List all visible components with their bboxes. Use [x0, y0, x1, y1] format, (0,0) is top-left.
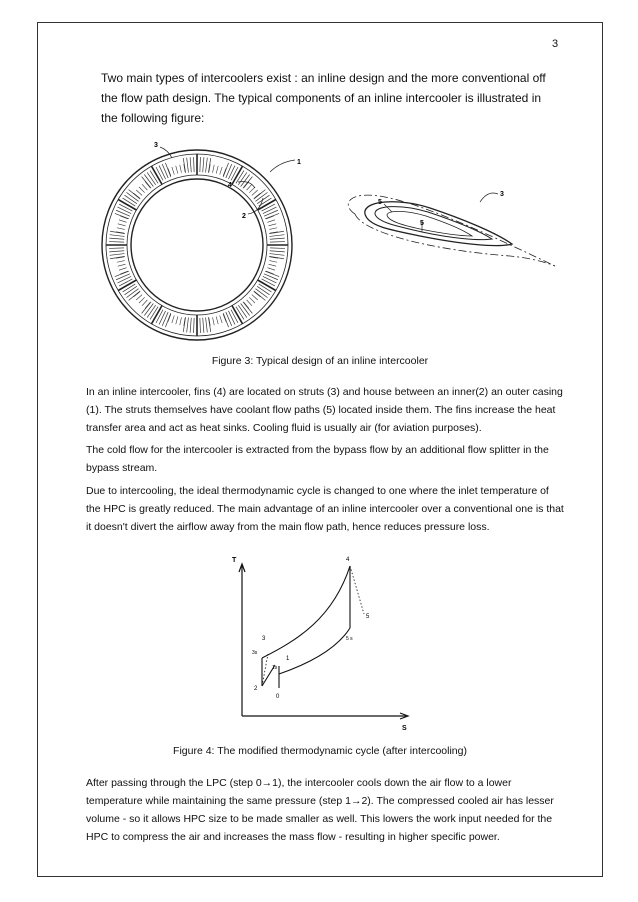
fin: [267, 268, 275, 270]
page-number: 3: [552, 38, 559, 50]
fin: [118, 207, 132, 213]
fin: [241, 304, 250, 316]
fin: [200, 318, 201, 333]
fin: [119, 204, 132, 211]
fin: [270, 238, 285, 239]
fin: [220, 315, 222, 323]
fin: [180, 317, 182, 325]
fin: [120, 216, 127, 219]
fin: [194, 157, 195, 172]
fin: [270, 251, 285, 252]
fin: [142, 177, 151, 189]
fin: [247, 300, 252, 306]
axis-s-label: S: [402, 725, 407, 732]
fin: [254, 291, 266, 300]
fin: [249, 187, 255, 193]
paragraph-cold-flow: The cold flow for the intercooler is extracted from the bypass flow by an additional flow splitter in the bypass stream.: [86, 444, 549, 474]
fin: [110, 254, 125, 256]
fin: [142, 300, 147, 306]
leader-1: [270, 160, 295, 172]
fin: [116, 210, 130, 216]
fin: [249, 297, 255, 303]
cycle-dotted-paths: [262, 566, 364, 686]
state-label-3: 3: [262, 636, 266, 642]
fin: [144, 174, 153, 186]
fin: [159, 166, 165, 180]
state-label-1: 1: [286, 656, 290, 662]
fin: [269, 235, 284, 237]
fin: [216, 166, 218, 174]
strut-leaders: [384, 193, 498, 232]
leader-strut-3: [480, 193, 498, 202]
inline-intercooler-figure: [100, 132, 570, 357]
fin: [110, 231, 125, 233]
fin: [156, 167, 163, 180]
fin: [116, 274, 130, 280]
state-label-2: 2: [254, 686, 258, 692]
strut-label-5a: 5: [378, 199, 382, 206]
fin: [144, 304, 153, 316]
fin: [241, 174, 250, 186]
fin: [264, 210, 278, 216]
fin: [115, 271, 129, 276]
fin: [216, 316, 218, 324]
fin: [165, 313, 170, 327]
fin: [265, 271, 279, 276]
fin: [109, 248, 124, 249]
fin: [118, 264, 126, 266]
fin: [172, 167, 174, 175]
paragraph-inline-intercooler: In an inline intercooler, fins (4) are located on struts (3) and house between an inner(2) an outer casing (1). The struts themselves have coolant flow paths (5) located inside them. The fins increase the heat transfer area and act as heat sinks. Cooling fluid is usually air (for aviation purposes).: [86, 386, 563, 434]
fin: [200, 157, 201, 172]
ring-label-2: 2: [242, 213, 246, 220]
fin: [223, 313, 228, 327]
state-label-5: 5: [366, 614, 370, 620]
fin: [268, 224, 276, 226]
fin: [190, 318, 191, 333]
fin: [247, 184, 252, 190]
fin: [124, 195, 136, 203]
fin: [244, 302, 249, 308]
struts-group: [106, 154, 288, 336]
fin: [165, 163, 170, 177]
fin: [172, 315, 174, 323]
fin: [257, 286, 269, 294]
fin: [206, 158, 208, 173]
figure-3-caption: Figure 3: Typical design of an inline intercooler: [211, 355, 429, 367]
fin: [263, 276, 277, 282]
fin: [183, 317, 185, 332]
fin: [262, 279, 275, 286]
fin: [109, 251, 124, 252]
fin: [203, 318, 204, 333]
fin: [119, 220, 127, 222]
fin: [266, 271, 273, 274]
ring-label-4: 4: [228, 182, 232, 189]
state-label-5s: 5 s: [346, 636, 353, 642]
intro-paragraph: Two main types of intercoolers exist : an inline design and the more conventional off the flow path design. The typical components of an inline intercooler is illustrated in the following figure:: [101, 71, 546, 125]
fin: [129, 291, 141, 300]
fin: [243, 302, 252, 314]
fin: [124, 286, 136, 294]
inner-casing-outer-edge: [127, 175, 267, 315]
fin: [254, 193, 260, 198]
fin: [269, 261, 277, 263]
fin: [168, 168, 171, 175]
fin: [206, 317, 208, 332]
state-label-0: 0: [276, 694, 280, 700]
fin: [226, 164, 232, 178]
fin: [119, 279, 132, 286]
fin: [134, 292, 140, 297]
fin: [263, 207, 277, 213]
state-label-3s: 3s: [252, 650, 258, 656]
thermodynamic-cycle-figure: [228, 548, 418, 738]
fins-group: [109, 157, 285, 333]
fin: [145, 182, 150, 188]
fin: [142, 302, 151, 314]
axis-t-label: T: [232, 557, 237, 564]
fin: [162, 312, 168, 326]
fin: [190, 157, 191, 172]
fin: [115, 213, 129, 218]
fin: [168, 314, 171, 321]
state-label-4: 4: [346, 557, 350, 563]
fin: [223, 168, 226, 175]
fin: [256, 289, 268, 298]
fin: [109, 242, 124, 243]
fin: [187, 158, 189, 173]
fin: [147, 172, 155, 184]
fin: [126, 289, 138, 298]
fin: [223, 314, 226, 321]
fin: [110, 235, 125, 237]
fin: [156, 310, 163, 323]
state-label-1s: 1s: [272, 665, 278, 671]
ring-label-3: 3: [154, 142, 158, 149]
fin: [269, 228, 277, 230]
fin: [118, 224, 126, 226]
curve-heat-addition: [262, 566, 350, 658]
fin: [180, 165, 182, 173]
inner-casing-inner-edge: [131, 179, 263, 311]
figure-4-caption: Figure 4: The modified thermodynamic cycle (after intercooling): [173, 745, 467, 757]
fin: [136, 295, 142, 300]
fin: [194, 318, 195, 333]
curve-heat-rejection: [279, 628, 350, 674]
fin: [270, 242, 285, 243]
dotted-turbine-actual: [350, 566, 364, 614]
fin: [265, 213, 279, 218]
fin: [252, 190, 258, 195]
fin: [256, 192, 268, 201]
fin: [213, 165, 215, 173]
strut-label-5b: 5: [420, 220, 424, 227]
fin: [238, 305, 246, 317]
fin: [117, 261, 125, 263]
fin: [262, 204, 275, 211]
fin: [176, 166, 178, 174]
fin: [270, 248, 285, 249]
fin: [142, 184, 147, 190]
fin: [228, 166, 234, 180]
leader-strut-5a: [384, 204, 392, 212]
fin: [268, 264, 276, 266]
fin: [269, 231, 284, 233]
fin: [187, 317, 189, 332]
fin: [109, 238, 124, 239]
fin: [257, 195, 269, 203]
fin: [203, 157, 204, 172]
fin: [266, 216, 273, 219]
fin: [110, 256, 125, 258]
fin: [162, 164, 168, 178]
fin: [119, 268, 127, 270]
outer-casing-inner-edge: [106, 154, 288, 336]
fin: [129, 190, 141, 199]
fin: [126, 192, 138, 201]
fin: [139, 297, 145, 303]
paragraph-intercooling-advantage: Due to intercooling, the ideal thermodynamic cycle is changed to one where the inlet temperature of the HPC is greatly reduced. The main advantage of an inline intercooler over a conventional one is that it doesn't divert the airflow away from the main flow path, hence reduces pressure loss.: [86, 485, 564, 533]
fin: [254, 292, 260, 297]
fin: [159, 311, 165, 325]
fin: [226, 312, 232, 326]
fin: [145, 302, 150, 308]
intercooler-ring-drawing: [102, 150, 292, 340]
fin: [220, 167, 222, 175]
ring-label-1: 1: [297, 159, 301, 166]
fin: [267, 220, 275, 222]
fin: [176, 316, 178, 324]
fin: [183, 158, 185, 173]
fin: [238, 172, 246, 184]
fin: [264, 274, 278, 280]
fin: [139, 187, 145, 193]
fin: [134, 193, 140, 198]
fin: [231, 310, 238, 323]
fin: [120, 271, 127, 274]
strut-label-3: 3: [500, 191, 504, 198]
fin: [228, 311, 234, 325]
fin: [208, 317, 210, 332]
fin: [254, 190, 266, 199]
fin: [269, 256, 284, 258]
fin: [252, 295, 258, 300]
fin: [147, 305, 155, 317]
fin: [117, 228, 125, 230]
paragraph-lpc-process: After passing through the LPC (step 0→1), the intercooler cools down the air flow to a lower temperature while maintaining the same pressure (step 1→2). The compressed cooled air has lesser volume - so it allows HPC size to be made smaller as well. This lowers the work input needed for the HPC to compress the air and increases the mass flow - resulting in higher specific power.: [86, 777, 554, 843]
fin: [223, 163, 228, 177]
fin: [208, 158, 210, 173]
fin: [269, 254, 284, 256]
fin: [118, 276, 132, 282]
fin: [136, 190, 142, 195]
fin: [231, 167, 238, 180]
fin: [213, 317, 215, 325]
